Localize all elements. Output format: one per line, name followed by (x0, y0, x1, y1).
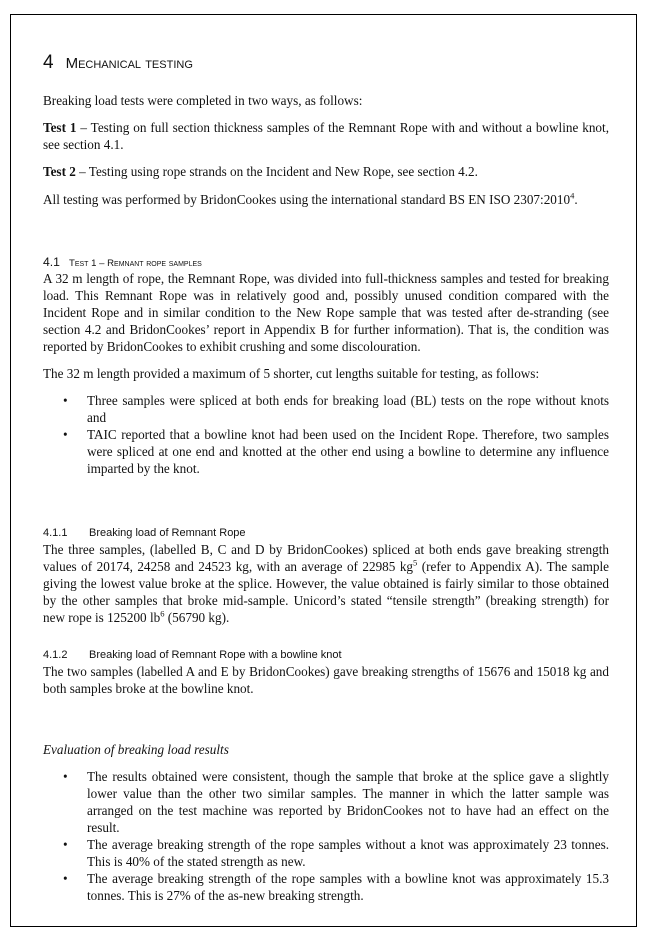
section-4-1-2-heading (43, 648, 609, 663)
test2-text: – Testing using rope strands on the Incident and New Rope, see section 4.2. (75, 164, 478, 179)
section-4-1-bullet-list (43, 392, 609, 477)
list-item: • TAIC reported that a bowline knot had been used on the Incident Rope. Therefore, two samples were spliced at one end and knotted at the other end using a bowline to determine any influence imparted by the knot. (43, 426, 609, 477)
section-title: Breaking load of Remnant Rope (89, 527, 246, 539)
paragraph-text: (refer to Appendix A). The sample giving the lowest value broke at the splice. However, the value obtained is fairly similar to those obtained by the other samples that broke mid-sample. Unicord’s stated “tensile strength” (breaking strength) for new rope is 125200 lb (43, 559, 609, 625)
section-4-1-heading (43, 255, 609, 271)
section-title: Breaking load of Remnant Rope with a bowline knot (89, 649, 342, 661)
standard-end: . (574, 192, 578, 207)
section-4-1-lengths-paragraph: The 32 m length provided a maximum of 5 shorter, cut lengths suitable for testing, as follows: (43, 366, 540, 381)
evaluation-bullet-list (43, 768, 609, 904)
section-4-1-paragraph: A 32 m length of rope, the Remnant Rope, was divided into full-thickness samples and tested for breaking load. This Remnant Rope was in relatively good and, possibly unused condition compared with the Incident Rope and in similar condition to the New Rope sample that was tested after de-stranding (see section 4.2 and BridonCookes’ report in Appendix B for further information). That is, the condition was reported by BridonCookes to exhibit crushing and some discolouration. (43, 271, 609, 354)
standard-text: All testing was performed by BridonCookes using the international standard BS EN ISO 2307:2010 (43, 192, 571, 207)
footnote-ref-4: 4 (570, 190, 575, 201)
section-4-heading (43, 52, 609, 75)
test1-text: – Testing on full section thickness samples of the Remnant Rope with and without a bowline knot, see section 4.1. (43, 120, 609, 152)
document-page (10, 14, 637, 927)
section-4-1-1-paragraph (43, 541, 609, 626)
section-title: Mechanical testing (65, 55, 193, 72)
paragraph-text: (56790 kg). (164, 610, 230, 625)
evaluation-heading: Evaluation of breaking load results (43, 742, 229, 757)
test2-paragraph (43, 163, 609, 180)
section-4-1-1-heading (43, 526, 609, 541)
list-item: • The results obtained were consistent, though the sample that broke at the splice gave a slightly lower value than the other two similar samples. The manner in which the latter sample was arranged on the test machine was reported by BridonCookes not to have had an effect on the result. (43, 768, 609, 836)
standard-paragraph (43, 191, 609, 208)
section-title: Test 1 – Remnant rope samples (68, 258, 202, 269)
list-item: • The average breaking strength of the rope samples without a knot was approximately 23 tonnes. This is 40% of the stated strength as new. (43, 836, 609, 870)
footnote-ref-6: 6 (160, 608, 165, 619)
section-number: 4.1.2 (43, 649, 68, 661)
footnote-ref-5: 5 (413, 557, 418, 568)
intro-paragraph: Breaking load tests were completed in two ways, as follows: (43, 93, 363, 108)
section-number: 4 (43, 52, 54, 73)
test2-label: Test 2 (43, 164, 76, 179)
list-item: • Three samples were spliced at both ends for breaking load (BL) tests on the rope without knots and (43, 392, 609, 426)
paragraph-text: The three samples, (labelled B, C and D by BridonCookes) spliced at both ends gave breaking strength values of 20174, 24258 and 24523 kg, with an average of 22985 kg (43, 542, 609, 574)
section-number: 4.1.1 (43, 527, 68, 539)
test1-paragraph (43, 119, 609, 153)
section-number: 4.1 (43, 255, 60, 269)
list-item: • The average breaking strength of the rope samples with a bowline knot was approximately 15.3 tonnes. This is 27% of the as-new breaking strength. (43, 870, 609, 904)
section-4-1-2-paragraph: The two samples (labelled A and E by BridonCookes) gave breaking strengths of 15676 and 15018 kg and both samples broke at the bowline knot. (43, 664, 609, 696)
test1-label: Test 1 (43, 120, 77, 135)
